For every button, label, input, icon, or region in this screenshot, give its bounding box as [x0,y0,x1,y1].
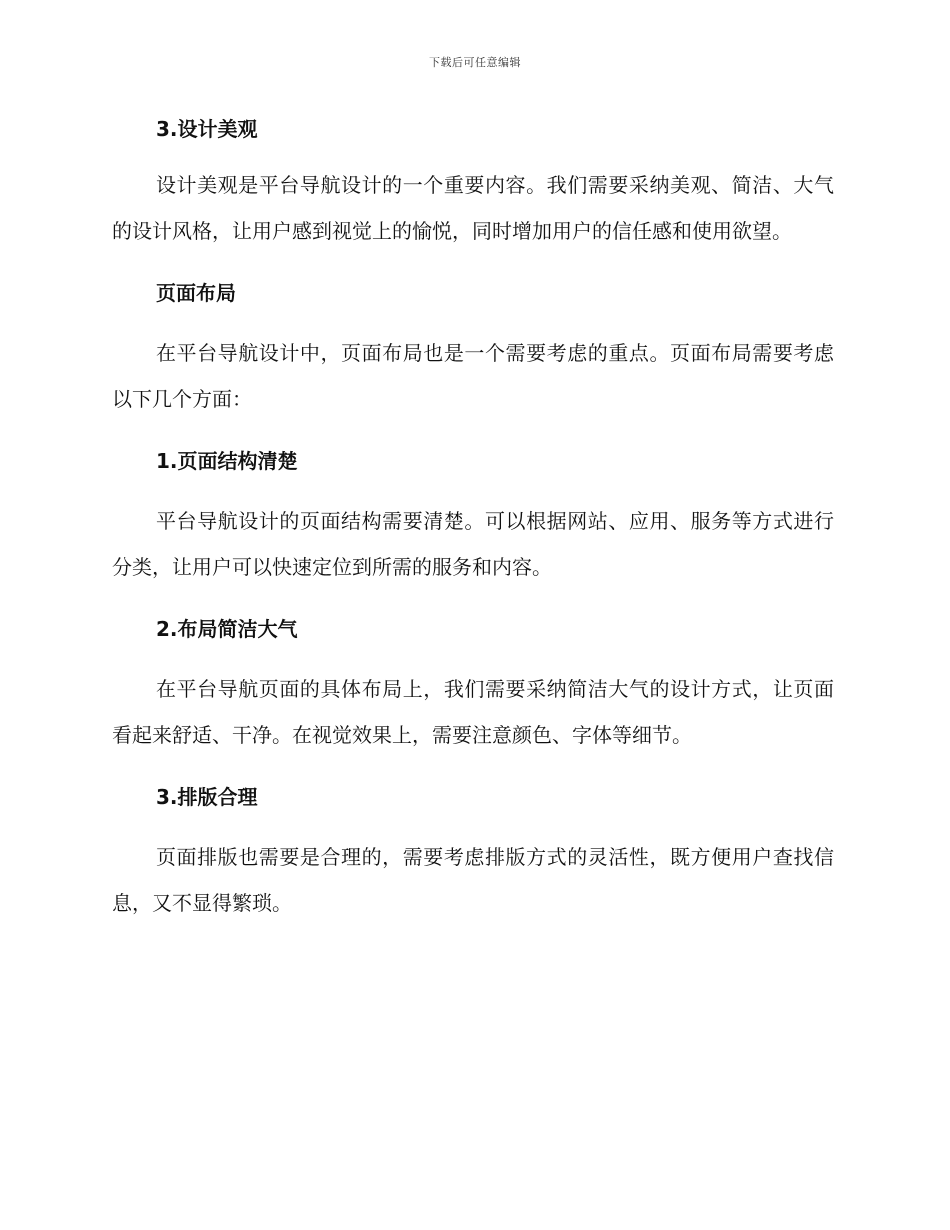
section-heading: 3.设计美观 [156,117,258,141]
document-body [112,112,834,926]
page-header: 下载后可任意编辑 [429,56,521,69]
section-paragraph: 设计美观是平台导航设计的一个重要内容。我们需要采纳美观、简洁、大气的设计风格，让用户感到视觉上的愉悦，同时增加用户的信任感和使用欲望。 [112,173,834,243]
section-paragraph: 平台导航设计的页面结构需要清楚。可以根据网站、应用、服务等方式进行分类，让用户可以快速定位到所需的服务和内容。 [112,509,834,579]
section-heading: 2.布局简洁大气 [156,617,298,641]
section-heading: 1.页面结构清楚 [156,449,298,473]
section-paragraph: 页面排版也需要是合理的，需要考虑排版方式的灵活性，既方便用户查找信息，又不显得繁琐。 [112,845,834,915]
section-heading: 页面布局 [156,281,236,305]
section-paragraph: 在平台导航页面的具体布局上，我们需要采纳简洁大气的设计方式，让页面看起来舒适、干净。在视觉效果上，需要注意颜色、字体等细节。 [112,677,834,747]
section-paragraph: 在平台导航设计中，页面布局也是一个需要考虑的重点。页面布局需要考虑以下几个方面： [112,341,834,411]
section-heading: 3.排版合理 [156,785,258,809]
